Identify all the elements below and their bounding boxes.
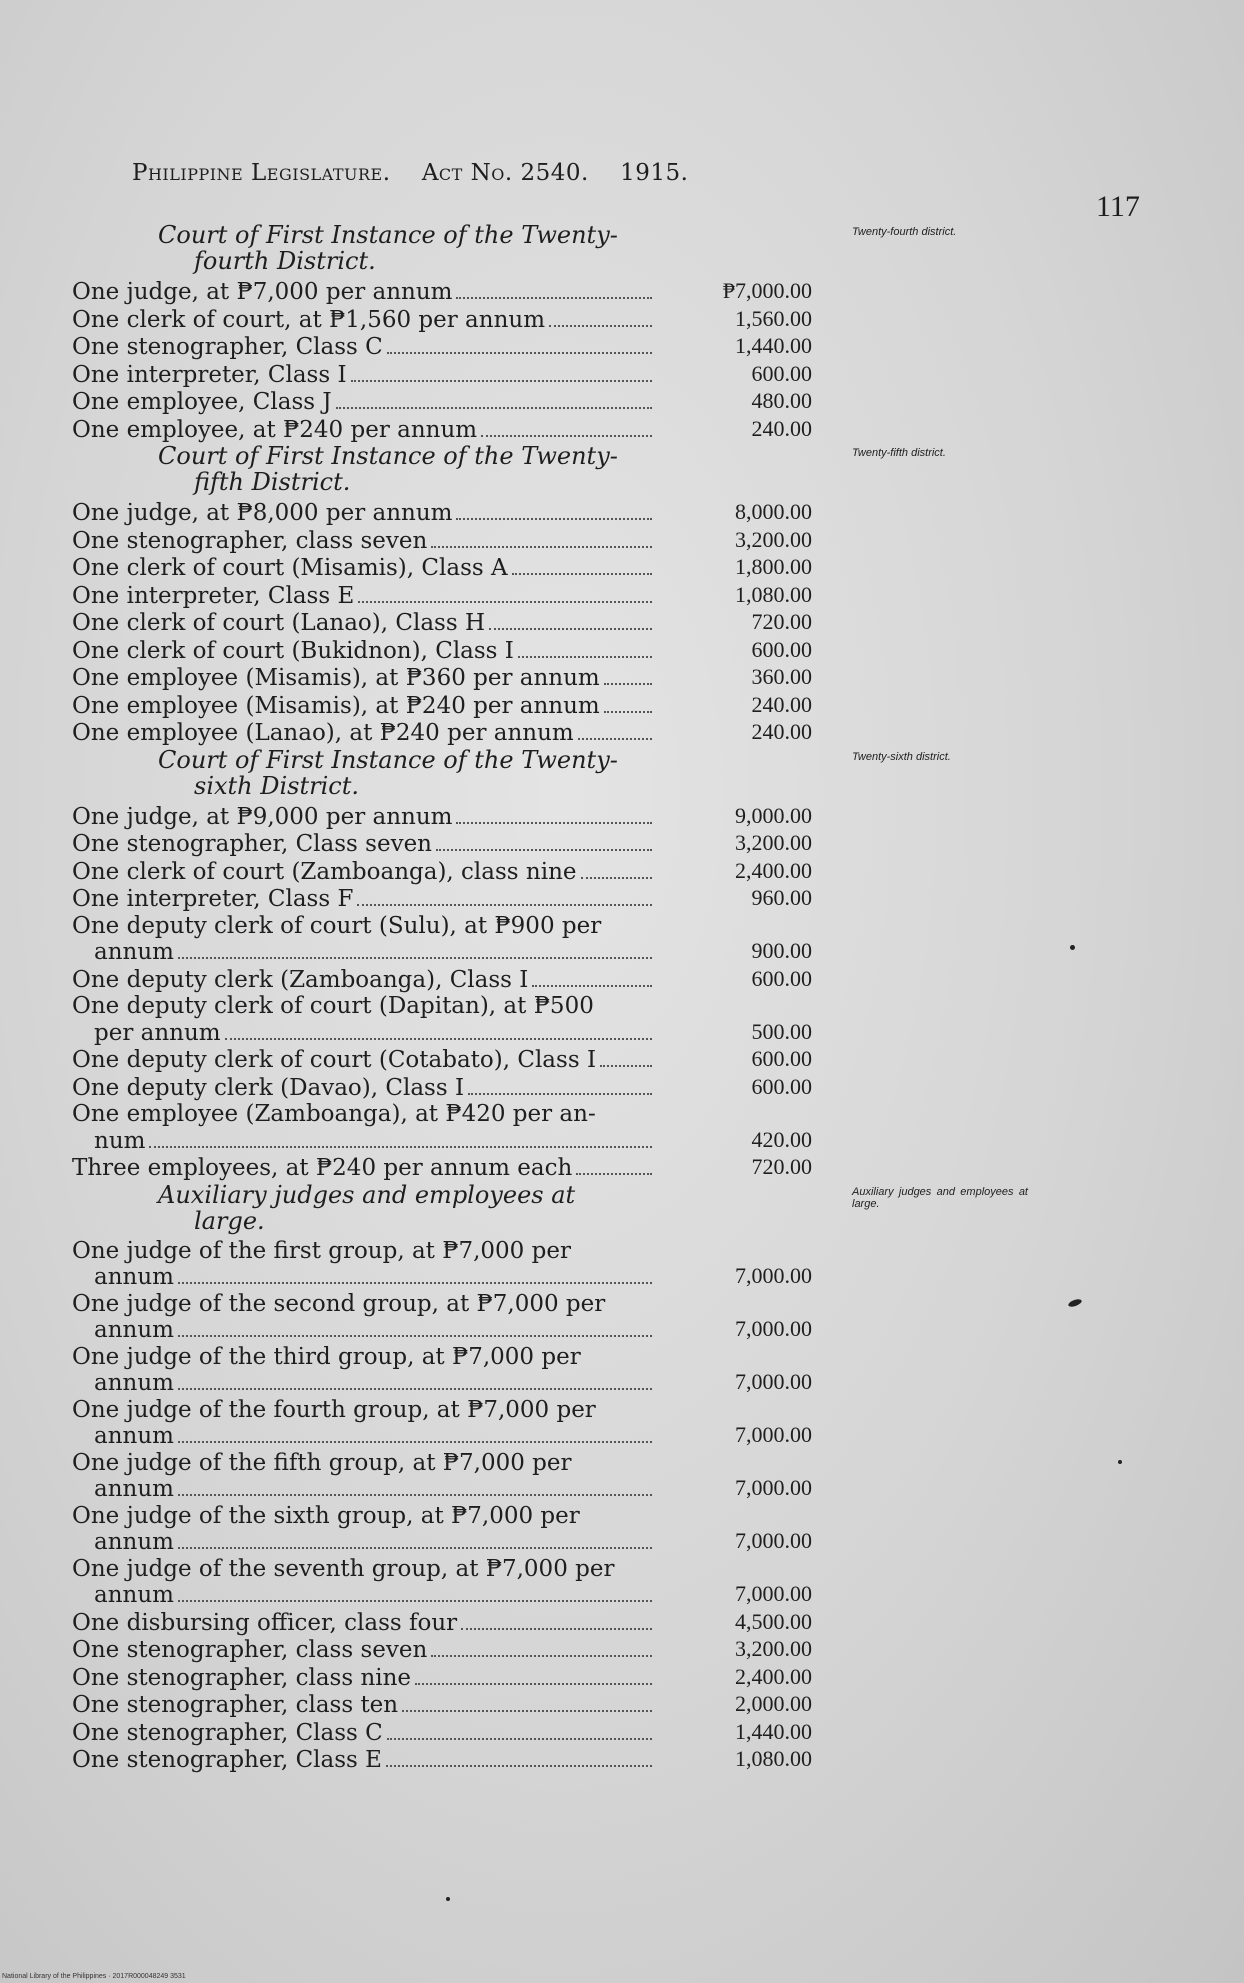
line-item-amount: 7,000.00 bbox=[735, 1475, 812, 1500]
line-item-description bbox=[72, 417, 662, 444]
line-item-amount: 1,440.00 bbox=[735, 333, 812, 358]
line-item bbox=[72, 993, 852, 1046]
line-item-description bbox=[72, 638, 662, 665]
line-item-amount: 3,200.00 bbox=[735, 526, 812, 552]
line-item-amount: 7,000.00 bbox=[735, 1263, 812, 1288]
line-item-text: One clerk of court (Zamboanga), class nine bbox=[72, 858, 577, 885]
line-item-continuation: annum bbox=[94, 939, 174, 965]
line-item-amount: 720.00 bbox=[751, 1154, 812, 1179]
line-item bbox=[72, 1503, 852, 1556]
line-item-description bbox=[72, 334, 662, 361]
line-item-continuation: annum bbox=[94, 1317, 174, 1343]
line-item-continuation: num bbox=[94, 1127, 146, 1154]
line-item-amount: 600.00 bbox=[751, 636, 812, 662]
line-item-amount: ₱7,000.00 bbox=[722, 278, 812, 303]
line-item bbox=[72, 966, 852, 994]
line-item bbox=[72, 1746, 852, 1774]
line-item bbox=[72, 803, 852, 831]
section-title-line: Court of First Instance of the Twenty- bbox=[158, 221, 618, 249]
dot-leader bbox=[600, 1065, 652, 1067]
line-item-text: One judge of the third group, at ₱7,000 per bbox=[72, 1343, 581, 1370]
line-item-description bbox=[72, 389, 662, 416]
section bbox=[72, 1180, 1028, 1774]
margin-note: Twenty-sixth district. bbox=[852, 750, 951, 763]
appropriation-list bbox=[72, 221, 1028, 1774]
line-item-text: One stenographer, Class C bbox=[72, 334, 383, 360]
dot-leader bbox=[357, 904, 652, 906]
line-item-amount: 7,000.00 bbox=[735, 1422, 812, 1447]
line-item-amount: 600.00 bbox=[751, 360, 812, 386]
line-item bbox=[72, 416, 852, 444]
line-item-continuation: annum bbox=[94, 1370, 174, 1396]
line-item-text: One stenographer, class seven bbox=[72, 527, 428, 554]
line-item-text: One judge, at ₱8,000 per annum bbox=[72, 500, 453, 526]
line-item-amount: 900.00 bbox=[751, 938, 812, 963]
dot-leader bbox=[415, 1683, 652, 1685]
scan-speck bbox=[1067, 1298, 1082, 1308]
line-item bbox=[72, 1450, 852, 1503]
line-item-text: One judge of the seventh group, at ₱7,000 per bbox=[72, 1555, 615, 1582]
line-item bbox=[72, 1636, 852, 1664]
line-item-amount: 7,000.00 bbox=[735, 1581, 812, 1606]
dot-leader bbox=[149, 1146, 652, 1148]
line-item-text: One interpreter, Class I bbox=[72, 361, 347, 388]
margin-note: Auxiliary judges and employees at large. bbox=[852, 1185, 1028, 1210]
line-item bbox=[72, 719, 852, 747]
line-item bbox=[72, 1691, 852, 1719]
section-title-line: large. bbox=[194, 1206, 265, 1235]
section-title-line: fifth District. bbox=[194, 468, 351, 496]
line-item-description bbox=[72, 1610, 662, 1637]
line-item bbox=[72, 1046, 852, 1074]
header-act-number: Act No. 2540. bbox=[421, 160, 589, 186]
line-item-amount: 8,000.00 bbox=[735, 499, 812, 524]
line-item-description bbox=[72, 1665, 662, 1692]
line-item bbox=[72, 333, 852, 361]
line-item bbox=[72, 1154, 852, 1182]
line-item bbox=[72, 306, 852, 334]
line-item-description bbox=[72, 307, 662, 334]
line-item-amount: 600.00 bbox=[751, 965, 812, 991]
line-item-amount: 9,000.00 bbox=[735, 802, 812, 828]
scan-speck bbox=[1118, 1460, 1122, 1464]
dot-leader bbox=[178, 1547, 652, 1549]
line-item-description bbox=[72, 1503, 662, 1556]
dot-leader bbox=[481, 435, 652, 437]
line-item-continuation: annum bbox=[94, 1476, 174, 1502]
section bbox=[72, 442, 946, 747]
line-item-amount: 1,080.00 bbox=[735, 581, 812, 607]
dot-leader bbox=[431, 1655, 652, 1657]
line-item bbox=[72, 1664, 852, 1692]
line-item bbox=[72, 637, 852, 665]
dot-leader bbox=[604, 711, 652, 713]
line-item bbox=[72, 885, 852, 913]
line-item-description bbox=[72, 610, 662, 637]
line-item-text: One deputy clerk of court (Dapitan), at ₱500 bbox=[72, 993, 594, 1019]
dot-leader bbox=[178, 1335, 652, 1337]
line-item-text: One deputy clerk of court (Cotabato), Class I bbox=[72, 1047, 597, 1073]
line-item-continuation: annum bbox=[94, 1264, 174, 1290]
running-header bbox=[132, 160, 812, 186]
dot-leader bbox=[581, 877, 652, 879]
scan-speck bbox=[446, 1897, 450, 1901]
section-title-line: Court of First Instance of the Twenty- bbox=[158, 745, 618, 774]
line-item-text: One judge, at ₱7,000 per annum bbox=[72, 279, 453, 305]
line-item-amount: 3,200.00 bbox=[735, 1636, 812, 1661]
line-item-description bbox=[72, 1101, 662, 1154]
line-item-continuation: annum bbox=[94, 1423, 174, 1449]
line-item bbox=[72, 1609, 852, 1637]
dot-leader bbox=[468, 1093, 652, 1095]
line-item-text: One stenographer, class ten bbox=[72, 1692, 399, 1718]
dot-leader bbox=[387, 1738, 652, 1740]
line-item-description bbox=[72, 720, 662, 747]
line-item-amount: 360.00 bbox=[751, 664, 812, 689]
line-item-text: One judge of the sixth group, at ₱7,000 per bbox=[72, 1502, 580, 1529]
line-item-text: One deputy clerk (Zamboanga), Class I bbox=[72, 966, 529, 993]
dot-leader bbox=[532, 985, 652, 987]
line-item bbox=[72, 830, 852, 858]
section-title-line: Court of First Instance of the Twenty- bbox=[158, 442, 618, 470]
line-item-description bbox=[72, 1450, 662, 1503]
line-item bbox=[72, 1719, 852, 1747]
line-item-amount: 1,800.00 bbox=[735, 554, 812, 579]
line-item-text: One interpreter, Class F bbox=[72, 886, 354, 912]
line-item-text: One disbursing officer, class four bbox=[72, 1609, 458, 1636]
dot-leader bbox=[431, 546, 652, 548]
line-item-description bbox=[72, 859, 662, 886]
section-title bbox=[72, 442, 946, 496]
dot-leader bbox=[387, 352, 652, 354]
line-item-description bbox=[72, 1747, 662, 1774]
line-item-continuation: per annum bbox=[94, 1019, 221, 1046]
line-item-description bbox=[72, 500, 662, 527]
line-item-amount: 4,500.00 bbox=[735, 1608, 812, 1634]
margin-note: Twenty-fifth district. bbox=[852, 447, 946, 459]
line-item bbox=[72, 609, 852, 637]
section-title-line: fourth District. bbox=[194, 247, 376, 275]
section bbox=[72, 745, 951, 1182]
header-legislature: Philippine Legislature. bbox=[132, 160, 391, 186]
line-item-text: One interpreter, Class E bbox=[72, 582, 355, 609]
line-item-amount: 7,000.00 bbox=[735, 1528, 812, 1553]
dot-leader bbox=[518, 656, 652, 658]
dot-leader bbox=[461, 1628, 652, 1630]
dot-leader bbox=[402, 1710, 652, 1712]
line-item-description bbox=[72, 555, 662, 582]
line-item bbox=[72, 1101, 852, 1154]
line-item-text: One employee (Zamboanga), at ₱420 per an- bbox=[72, 1101, 596, 1127]
line-item-continuation: annum bbox=[94, 1582, 174, 1608]
line-item-text: One stenographer, class seven bbox=[72, 1637, 428, 1663]
line-item-amount: 480.00 bbox=[751, 388, 812, 413]
line-item-text: One employee (Lanao), at ₱240 per annum bbox=[72, 720, 574, 746]
line-item-text: Three employees, at ₱240 per annum each bbox=[72, 1155, 573, 1181]
line-item-description bbox=[72, 1075, 662, 1102]
line-item-description bbox=[72, 279, 662, 306]
line-item-description bbox=[72, 1397, 662, 1450]
line-item bbox=[72, 1238, 852, 1291]
dot-leader bbox=[178, 1441, 652, 1443]
line-item bbox=[72, 554, 852, 582]
line-item-text: One deputy clerk (Davao), Class I bbox=[72, 1074, 465, 1101]
line-item-text: One stenographer, Class E bbox=[72, 1747, 382, 1773]
scan-speck bbox=[1070, 945, 1075, 950]
line-item-text: One employee, at ₱240 per annum bbox=[72, 416, 478, 443]
line-item-text: One judge, at ₱9,000 per annum bbox=[72, 803, 453, 830]
line-item-amount: 720.00 bbox=[751, 609, 812, 634]
section bbox=[72, 221, 957, 443]
line-item-description bbox=[72, 913, 662, 966]
line-item bbox=[72, 664, 852, 692]
dot-leader bbox=[178, 1282, 652, 1284]
line-item-text: One employee, Class J bbox=[72, 389, 332, 415]
section-title bbox=[72, 745, 951, 800]
line-item bbox=[72, 278, 852, 306]
line-item-description bbox=[72, 1047, 662, 1074]
line-item-description bbox=[72, 831, 662, 858]
dot-leader bbox=[456, 518, 652, 520]
dot-leader bbox=[456, 822, 652, 824]
dot-leader bbox=[456, 297, 652, 299]
line-item-amount: 600.00 bbox=[751, 1046, 812, 1071]
line-item-description bbox=[72, 1637, 662, 1664]
line-item-amount: 1,440.00 bbox=[735, 1718, 812, 1744]
line-item-text: One judge of the fifth group, at ₱7,000 per bbox=[72, 1449, 572, 1476]
dot-leader bbox=[578, 738, 652, 740]
line-item-amount: 2,400.00 bbox=[735, 857, 812, 883]
line-item-text: One deputy clerk of court (Sulu), at ₱900 per bbox=[72, 912, 602, 939]
dot-leader bbox=[178, 1494, 652, 1496]
line-item bbox=[72, 1291, 852, 1344]
section-title-line: sixth District. bbox=[194, 771, 359, 800]
dot-leader bbox=[576, 1173, 652, 1175]
line-item-description bbox=[72, 1556, 662, 1609]
page-number: 117 bbox=[1096, 190, 1140, 223]
line-item bbox=[72, 858, 852, 886]
line-item-amount: 240.00 bbox=[751, 415, 812, 441]
margin-note: Twenty-fourth district. bbox=[852, 226, 957, 238]
line-item-text: One judge of the second group, at ₱7,000 per bbox=[72, 1290, 606, 1317]
line-item-text: One clerk of court (Misamis), Class A bbox=[72, 555, 508, 581]
dot-leader bbox=[436, 849, 652, 851]
line-item-description bbox=[72, 1692, 662, 1719]
line-item-amount: 500.00 bbox=[751, 1018, 812, 1044]
dot-leader bbox=[604, 683, 652, 685]
line-item bbox=[72, 582, 852, 610]
line-item-amount: 600.00 bbox=[751, 1073, 812, 1099]
line-item-amount: 240.00 bbox=[751, 691, 812, 717]
line-item-description bbox=[72, 583, 662, 610]
line-item bbox=[72, 692, 852, 720]
line-item-description bbox=[72, 528, 662, 555]
line-item-description bbox=[72, 1344, 662, 1397]
section-title bbox=[72, 221, 957, 275]
line-item-description bbox=[72, 886, 662, 913]
line-item-text: One stenographer, Class seven bbox=[72, 831, 432, 857]
header-year: 1915. bbox=[620, 160, 689, 186]
line-item bbox=[72, 1344, 852, 1397]
line-item-description bbox=[72, 804, 662, 831]
line-item-amount: 1,560.00 bbox=[735, 305, 812, 331]
line-item-amount: 3,200.00 bbox=[735, 830, 812, 855]
line-item-amount: 7,000.00 bbox=[735, 1369, 812, 1394]
line-item-text: One employee (Misamis), at ₱360 per annum bbox=[72, 665, 600, 691]
section-title-line: Auxiliary judges and employees at bbox=[158, 1180, 576, 1209]
line-item bbox=[72, 1556, 852, 1609]
line-item-amount: 2,400.00 bbox=[735, 1663, 812, 1689]
line-item bbox=[72, 913, 852, 966]
dot-leader bbox=[489, 628, 652, 630]
line-item-text: One judge of the fourth group, at ₱7,000 per bbox=[72, 1396, 596, 1423]
line-item-description bbox=[72, 1155, 662, 1182]
dot-leader bbox=[225, 1038, 652, 1040]
dot-leader bbox=[336, 407, 652, 409]
line-item-amount: 2,000.00 bbox=[735, 1691, 812, 1716]
line-item bbox=[72, 361, 852, 389]
line-item-amount: 960.00 bbox=[751, 885, 812, 910]
line-item bbox=[72, 1074, 852, 1102]
line-item-description bbox=[72, 993, 662, 1046]
dot-leader bbox=[549, 325, 652, 327]
dot-leader bbox=[351, 380, 652, 382]
line-item bbox=[72, 388, 852, 416]
line-item bbox=[72, 527, 852, 555]
dot-leader bbox=[512, 573, 652, 575]
line-item-description bbox=[72, 1720, 662, 1747]
dot-leader bbox=[178, 957, 652, 959]
line-item-description bbox=[72, 967, 662, 994]
line-item-text: One stenographer, class nine bbox=[72, 1664, 412, 1691]
line-item-description bbox=[72, 1238, 662, 1291]
line-item-amount: 420.00 bbox=[751, 1126, 812, 1152]
dot-leader bbox=[178, 1600, 652, 1602]
dot-leader bbox=[386, 1765, 652, 1767]
line-item-description bbox=[72, 362, 662, 389]
line-item-amount: 240.00 bbox=[751, 719, 812, 744]
line-item-text: One clerk of court, at ₱1,560 per annum bbox=[72, 306, 546, 333]
line-item bbox=[72, 1397, 852, 1450]
line-item-text: One employee (Misamis), at ₱240 per annum bbox=[72, 692, 600, 719]
line-item-description bbox=[72, 1291, 662, 1344]
line-item-text: One clerk of court (Bukidnon), Class I bbox=[72, 637, 514, 664]
section-title bbox=[72, 1180, 1028, 1235]
line-item-description bbox=[72, 693, 662, 720]
line-item bbox=[72, 499, 852, 527]
scan-footer: National Library of the Philippines · 2017R000048249 3531 bbox=[2, 1973, 186, 1980]
line-item-amount: 7,000.00 bbox=[735, 1316, 812, 1341]
line-item-text: One judge of the first group, at ₱7,000 per bbox=[72, 1237, 571, 1264]
line-item-amount: 1,080.00 bbox=[735, 1746, 812, 1771]
line-item-text: One clerk of court (Lanao), Class H bbox=[72, 610, 486, 636]
dot-leader bbox=[358, 601, 652, 603]
line-item-description bbox=[72, 665, 662, 692]
line-item-text: One stenographer, Class C bbox=[72, 1719, 383, 1746]
dot-leader bbox=[178, 1388, 652, 1390]
line-item-continuation: annum bbox=[94, 1529, 174, 1555]
